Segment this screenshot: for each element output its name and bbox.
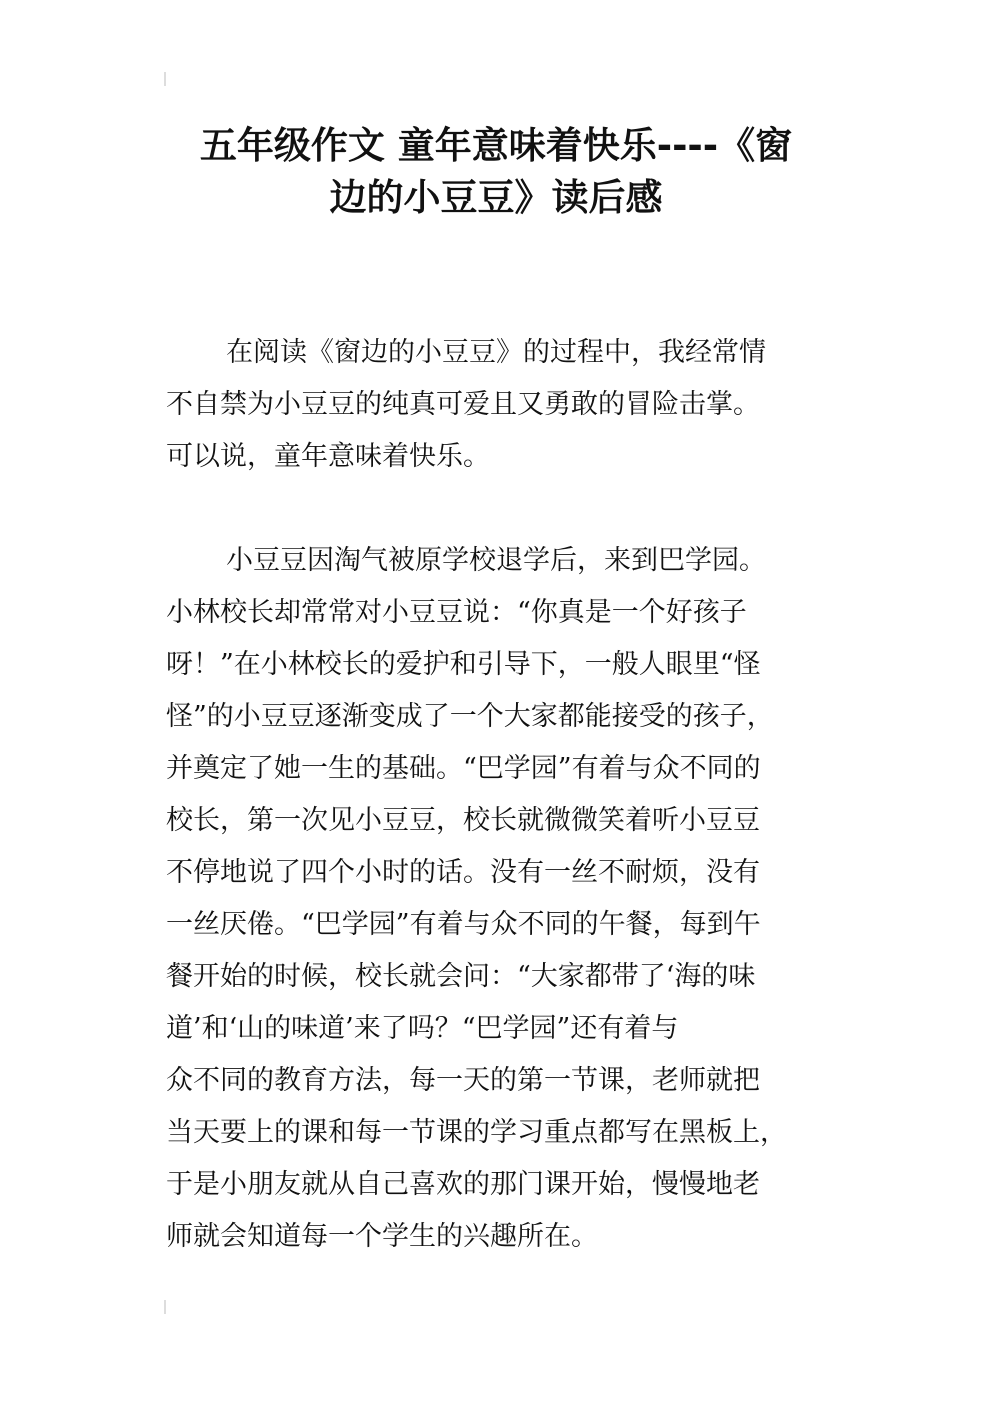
text-line: 不自禁为小豆豆的纯真可爱且又勇敢的冒险击掌。 [166,389,760,420]
text-line: 当天要上的课和每一节课的学习重点都写在黑板上， [166,1117,787,1148]
paragraph-2 [166,535,846,1263]
page-margin-mark [164,72,166,86]
text-line: 可以说，童年意味着快乐。 [166,441,490,472]
text-line: 在阅读《窗边的小豆豆》的过程中，我经常情 [226,337,766,368]
text-line: 小豆豆因淘气被原学校退学后，来到巴学园。 [226,545,766,576]
text-line: 师就会知道每一个学生的兴趣所在。 [166,1221,598,1252]
text-line: 校长，第一次见小豆豆，校长就微微笑着听小豆豆 [166,805,760,836]
text-line: 并奠定了她一生的基础。“巴学园”有着与众不同的 [166,753,761,784]
document-title [150,120,842,224]
text-line: 不停地说了四个小时的话。没有一丝不耐烦，没有 [166,857,760,888]
text-line: 餐开始的时候，校长就会问：“大家都带了‘海的味 [166,961,756,992]
text-line: 小林校长却常常对小豆豆说：“你真是一个好孩子 [166,597,747,628]
text-line: 于是小朋友就从自己喜欢的那门课开始，慢慢地老 [166,1169,760,1200]
text-line: 呀！”在小林校长的爱护和引导下，一般人眼里“怪 [166,649,761,680]
text-line: 众不同的教育方法，每一天的第一节课，老师就把 [166,1065,760,1096]
text-line: 道’和‘山的味道’来了吗？“巴学园”还有着与 [166,1013,679,1044]
title-line: 边的小豆豆》读后感 [329,176,663,219]
paragraph-1 [166,327,846,483]
text-line: 怪”的小豆豆逐渐变成了一个大家都能接受的孩子， [166,701,774,732]
page-margin-mark [164,1300,166,1314]
text-line: 一丝厌倦。“巴学园”有着与众不同的午餐，每到午 [166,909,761,940]
title-line: 五年级作文 童年意味着快乐----《窗 [199,124,793,167]
